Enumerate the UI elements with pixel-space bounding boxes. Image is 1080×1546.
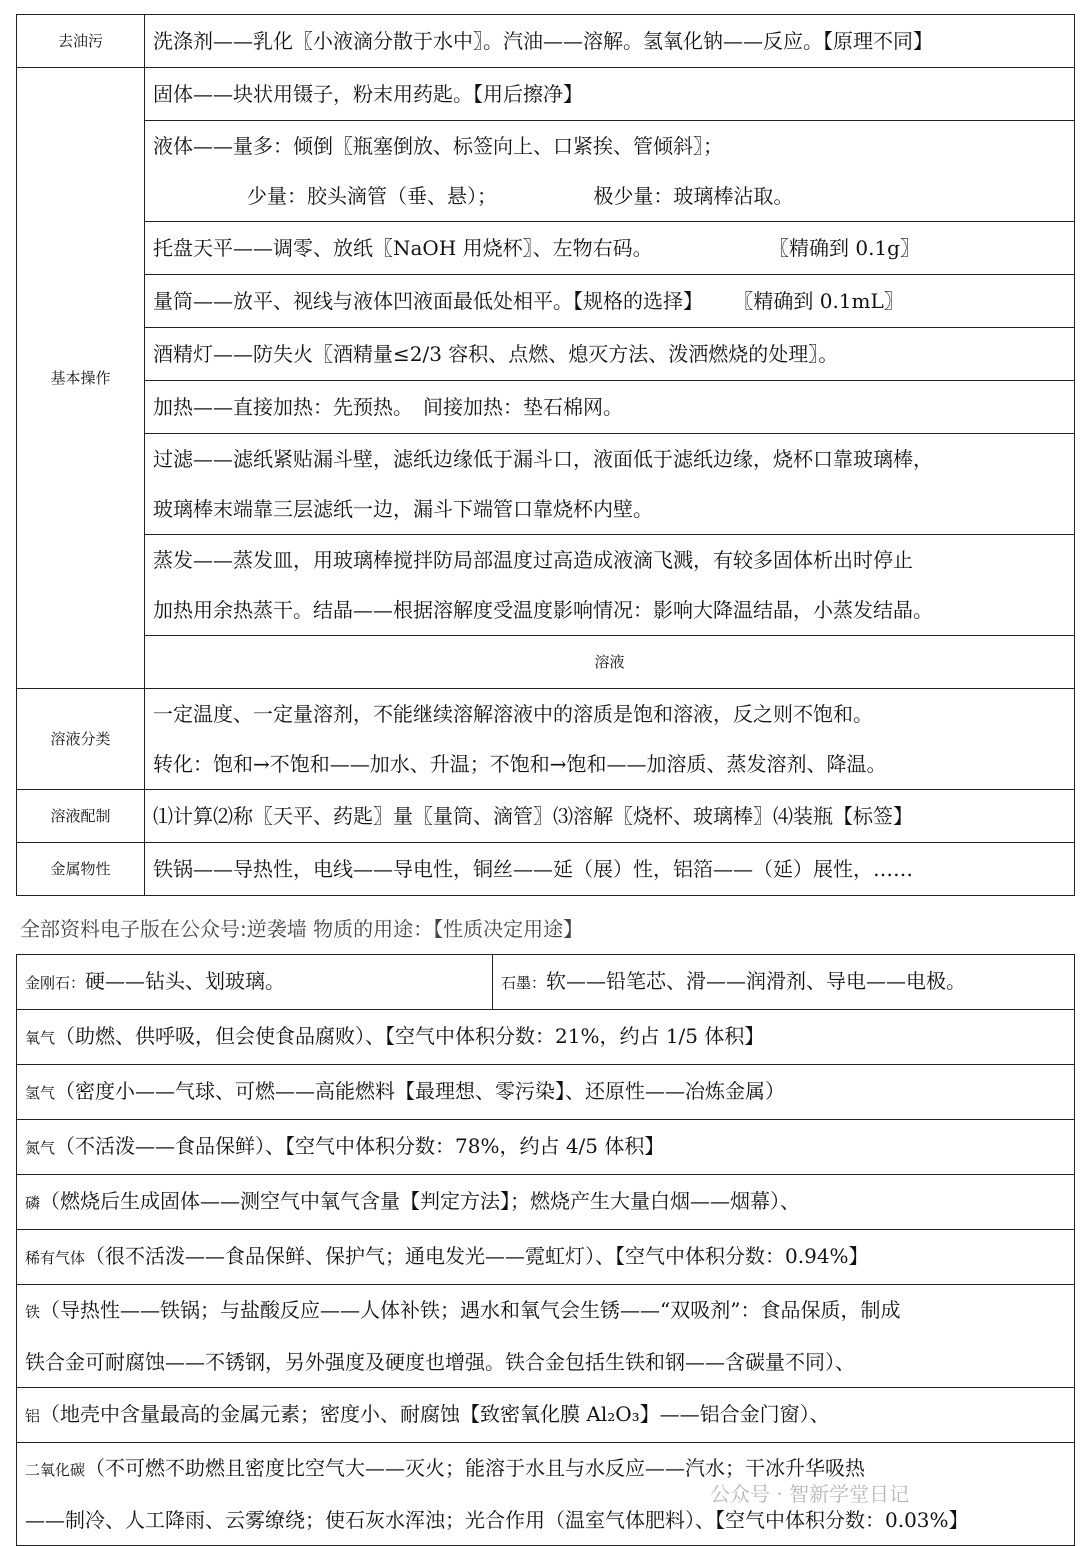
cell-filter	[145, 434, 1075, 535]
cell-hydrogen	[17, 1065, 1075, 1120]
phosphorus-lead: 磷	[25, 1194, 41, 1212]
row-filter	[17, 434, 1075, 535]
row-aluminum	[17, 1388, 1075, 1443]
cell-liquid	[145, 121, 1075, 222]
liquid-line-2	[153, 171, 1066, 221]
row-carbon	[17, 955, 1075, 1010]
cell-co2	[17, 1443, 1075, 1546]
row-phosphorus	[17, 1175, 1075, 1230]
aluminum-text: （地壳中含量最高的金属元素；密度小、耐腐蚀【致密氧化膜 Al₂O₃】——铝合金门窗）、	[40, 1402, 830, 1426]
evap-line-2: 加热用余热蒸干。结晶——根据溶解度受温度影响情况：影响大降温结晶，小蒸发结晶。	[153, 598, 933, 622]
cylinder-text: 量筒——放平、视线与液体凹液面最低处相平。【规格的选择】	[153, 289, 703, 313]
hydrogen-text: （密度小——气球、可燃——高能燃料【最理想、零污染】、还原性——冶炼金属）	[55, 1079, 786, 1103]
row-lamp	[17, 328, 1075, 381]
co2-lead: 二氧化碳	[25, 1461, 86, 1479]
balance-precision: 〖精确到 0.1g〗	[768, 236, 920, 260]
liquid-line-1: 液体——量多：倾倒〖瓶塞倒放、标签向上、口紧挨、管倾斜〗；	[153, 134, 723, 158]
cell-cylinder	[145, 275, 1075, 328]
oxygen-text: （助燃、供呼吸，但会使食品腐败）、【空气中体积分数：21%，约占 1/5 体积】	[55, 1024, 765, 1048]
filter-line-2: 玻璃棒末端靠三层滤纸一边，漏斗下端管口靠烧杯内壁。	[153, 497, 653, 521]
cell-label-classify: 溶液分类	[17, 689, 145, 790]
row-solid	[17, 68, 1075, 121]
cell-label-prepare: 溶液配制	[17, 790, 145, 843]
cell-degreasing-text: 洗涤剂——乳化〖小液滴分散于水中〗。汽油——溶解。氢氧化钠——反应。【原理不同】	[145, 15, 1075, 68]
cell-diamond	[17, 955, 493, 1010]
oxygen-lead: 氧气	[25, 1029, 56, 1047]
cell-noble-gas	[17, 1230, 1075, 1285]
iron-lead: 铁	[25, 1303, 41, 1321]
cell-oxygen	[17, 1010, 1075, 1065]
row-heating	[17, 381, 1075, 434]
row-degreasing	[17, 15, 1075, 68]
cell-evaporation	[145, 535, 1075, 636]
row-iron	[17, 1285, 1075, 1388]
classify-line-1: 一定温度、一定量溶剂，不能继续溶解溶液中的溶质是饱和溶液，反之则不饱和。	[153, 702, 873, 726]
phosphorus-text: （燃烧后生成固体——测空气中氧气含量【判定方法】；燃烧产生大量白烟——烟幕）、	[40, 1189, 801, 1213]
noble-text: （很不活泼——食品保鲜、保护气；通电发光——霓虹灯）、【空气中体积分数：0.94%】	[85, 1244, 869, 1268]
row-evaporation	[17, 535, 1075, 636]
graphite-lead: 石墨：	[501, 974, 547, 992]
hydrogen-lead: 氢气	[25, 1084, 56, 1102]
co2-line-1	[25, 1443, 1066, 1495]
cell-prepare: ⑴计算⑵称〖天平、药匙〗量〖量筒、滴管〗⑶溶解〖烧杯、玻璃棒〗⑷装瓶【标签】	[145, 790, 1075, 843]
row-cylinder	[17, 275, 1075, 328]
aluminum-lead: 铝	[25, 1407, 41, 1425]
iron-line-1	[25, 1285, 1066, 1337]
iron-text-1: （导热性——铁锅；与盐酸反应——人体补铁；遇水和氧气会生锈——“双吸剂”：食品保质，制成	[40, 1298, 901, 1322]
row-liquid	[17, 121, 1075, 222]
cell-iron	[17, 1285, 1075, 1388]
row-noble-gas	[17, 1230, 1075, 1285]
row-nitrogen	[17, 1120, 1075, 1175]
cell-label-metal: 金属物性	[17, 843, 145, 896]
cell-label-degreasing: 去油污	[17, 15, 145, 68]
row-balance	[17, 222, 1075, 275]
cell-label-solution: 溶液	[145, 636, 1075, 689]
cell-nitrogen	[17, 1120, 1075, 1175]
cell-metal: 铁锅——导热性，电线——导电性，铜丝——延（展）性，铝箔——（延）展性，……	[145, 843, 1075, 896]
graphite-text: 软——铅笔芯、滑——润滑剂、导电——电极。	[546, 969, 967, 993]
cell-label-basic-ops: 基本操作	[17, 68, 145, 689]
classify-line-2: 转化：饱和→不饱和——加水、升温；不饱和→饱和——加溶质、蒸发溶剂、降温。	[153, 752, 887, 776]
cell-lamp: 酒精灯——防失火〖酒精量≤2/3 容积、点燃、熄灭方法、泼洒燃烧的处理〗。	[145, 328, 1075, 381]
watermark: 公众号 · 智新学堂日记	[710, 1482, 910, 1506]
cell-solid: 固体——块状用镊子，粉末用药匙。【用后擦净】	[145, 68, 1075, 121]
cell-heating: 加热——直接加热：先预热。 间接加热：垫石棉网。	[145, 381, 1075, 434]
iron-line-2: 铁合金可耐腐蚀——不锈钢，另外强度及硬度也增强。铁合金包括生铁和钢——含碳量不同）、	[25, 1350, 855, 1374]
basic-operations-table	[16, 14, 1075, 896]
uses-table	[16, 954, 1075, 1546]
cell-balance	[145, 222, 1075, 275]
row-hydrogen	[17, 1065, 1075, 1120]
noble-lead: 稀有气体	[25, 1249, 86, 1267]
section-separator: 全部资料电子版在公众号:逆袭墙 物质的用途：【性质决定用途】	[20, 917, 584, 941]
liquid-tiny: 极少量：玻璃棒沾取。	[593, 184, 794, 208]
cell-phosphorus	[17, 1175, 1075, 1230]
row-metal	[17, 843, 1075, 896]
nitrogen-text: （不活泼——食品保鲜）、【空气中体积分数：78%，约占 4/5 体积】	[55, 1134, 665, 1158]
row-classify	[17, 689, 1075, 790]
diamond-lead: 金刚石：	[25, 974, 86, 992]
diamond-text: 硬——钻头、划玻璃。	[85, 969, 286, 993]
row-oxygen	[17, 1010, 1075, 1065]
liquid-small: 少量：胶头滴管（垂、悬）；	[247, 184, 497, 208]
co2-line-2: ——制冷、人工降雨、云雾缭绕；使石灰水浑浊；光合作用（温室气体肥料）、【空气中体积分数：0.03%】	[25, 1508, 969, 1532]
filter-line-1: 过滤——滤纸紧贴漏斗壁，滤纸边缘低于漏斗口，液面低于滤纸边缘，烧杯口靠玻璃棒，	[153, 447, 933, 471]
cell-aluminum	[17, 1388, 1075, 1443]
cell-graphite	[493, 955, 1075, 1010]
evap-line-1: 蒸发——蒸发皿，用玻璃棒搅拌防局部温度过高造成液滴飞溅，有较多固体析出时停止	[153, 548, 913, 572]
cell-classify	[145, 689, 1075, 790]
cylinder-precision: 〖精确到 0.1mL〗	[733, 289, 904, 313]
nitrogen-lead: 氮气	[25, 1139, 56, 1157]
row-solution	[17, 636, 1075, 689]
balance-text: 托盘天平——调零、放纸〖NaOH 用烧杯〗、左物右码。	[153, 236, 653, 260]
row-prepare	[17, 790, 1075, 843]
row-co2	[17, 1443, 1075, 1546]
co2-text-1: （不可燃不助燃且密度比空气大——灭火；能溶于水且与水反应——汽水；干冰升华吸热	[85, 1456, 866, 1480]
